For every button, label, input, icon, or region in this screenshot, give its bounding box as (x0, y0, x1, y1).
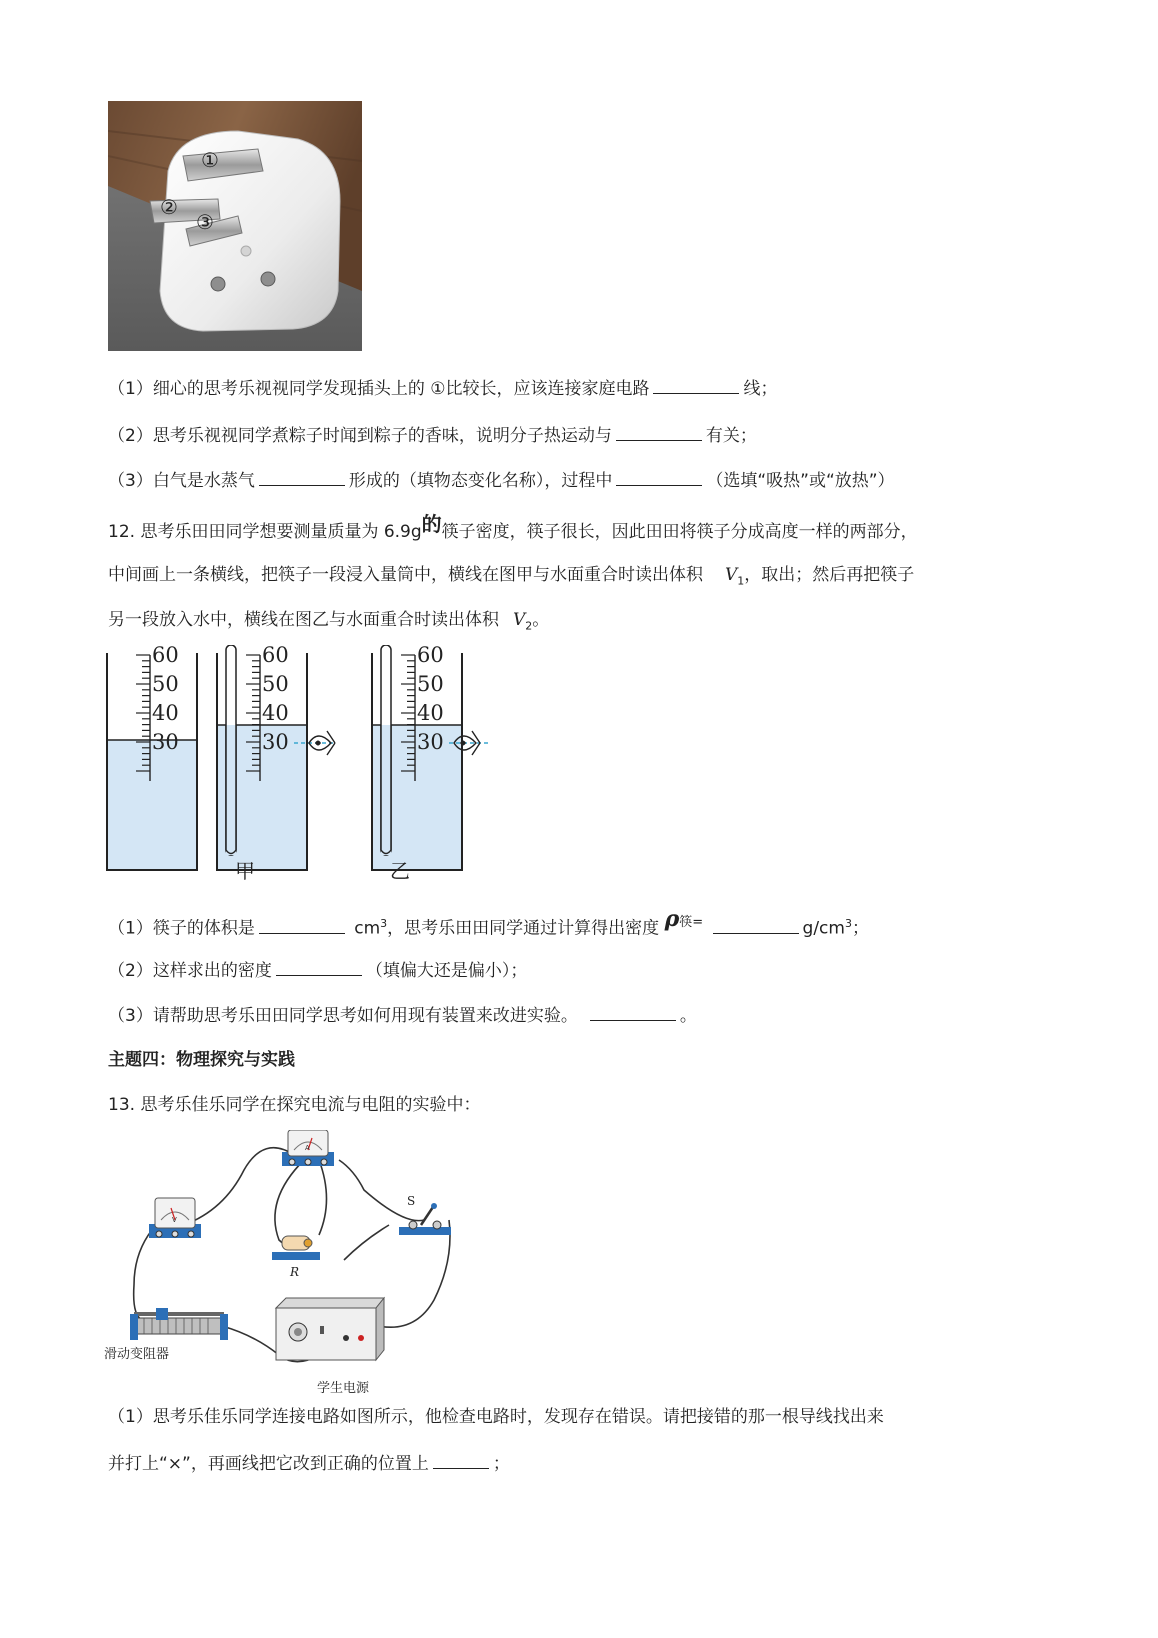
scale-tick-label: 60 (152, 645, 179, 667)
scale-tick-label: 30 (262, 730, 289, 754)
q11-sub2: （2）思考乐视视同学煮粽子时闻到粽子的香味，说明分子热运动与 有关； (108, 422, 757, 448)
answer-blank[interactable] (259, 467, 345, 486)
figure-caption-yi: 乙 (390, 859, 410, 883)
q11-sub3: （3）白气是水蒸气 形成的（填物态变化名称），过程中 （选填“吸热”或“放热”） (108, 467, 895, 493)
answer-blank[interactable] (433, 1450, 489, 1469)
answer-blank[interactable] (653, 375, 739, 394)
answer-blank[interactable] (713, 915, 799, 934)
power-supply-label: 学生电源 (317, 1381, 370, 1396)
q13-stem: 13. 思考乐佳乐同学在探究电流与电阻的实验中： (108, 1095, 481, 1115)
plug-label-3: ③ (196, 210, 214, 234)
cylinders-figure (104, 645, 504, 880)
scale-tick-label: 30 (152, 730, 179, 754)
scale-tick-label: 50 (152, 672, 179, 696)
q13-sub1-line2: 并打上“×”，再画线把它改到正确的位置上 ； (108, 1450, 510, 1476)
q12-sub3: （3）请帮助思考乐田田同学思考如何用现有装置来改进实验。 。 (108, 1002, 697, 1028)
resistor (272, 1236, 320, 1279)
scale-tick-label: 60 (262, 645, 289, 667)
q12-stem-line1: 12. 思考乐田田同学想要测量质量为 6.9g的筷子密度，筷子很长，因此田田将筷子分成高度一样的两部分， (108, 512, 918, 542)
plug-photo (108, 101, 362, 351)
q11-sub1: （1）细心的思考乐视视同学发现插头上的 ①比较长，应该连接家庭电路 线； (108, 375, 777, 401)
rheostat (130, 1308, 228, 1340)
voltmeter-label: V (172, 1216, 177, 1224)
answer-blank[interactable] (616, 467, 702, 486)
q12-sub2: （2）这样求出的密度 （填偏大还是偏小）； (108, 957, 527, 983)
ammeter (282, 1130, 334, 1166)
rheostat-label: 滑动变阻器 (104, 1347, 170, 1362)
scale-tick-label: 40 (417, 701, 444, 725)
scale-tick-label: 50 (262, 672, 289, 696)
section-title: 主题四：物理探究与实践 (108, 1050, 295, 1070)
scale-tick-label: 40 (152, 701, 179, 725)
answer-blank[interactable] (276, 957, 362, 976)
power-supply (276, 1298, 384, 1360)
plug-label-2: ② (160, 195, 178, 219)
switch-label: S (407, 1194, 416, 1208)
switch (399, 1194, 451, 1235)
q12-stem-line3: 另一段放入水中，横线在图乙与水面重合时读出体积 $V_2$。 (108, 610, 550, 633)
scale-tick-label: 60 (417, 645, 444, 667)
figure-caption-jia: 甲 (235, 859, 255, 883)
plug-label-1: ① (201, 148, 219, 172)
voltmeter (149, 1198, 201, 1238)
q12-stem-line2: 中间画上一条横线，把筷子一段浸入量筒中，横线在图甲与水面重合时读出体积 $V_1$，取出；然后再把筷子 (108, 565, 915, 588)
answer-blank[interactable] (259, 915, 345, 934)
scale-tick-label: 50 (417, 672, 444, 696)
scale-tick-label: 40 (262, 701, 289, 725)
q12-sub1: （1）筷子的体积是 $cm^3$，思考乐田田同学通过计算得出密度 ρ筷= $g/cm^3$； (108, 905, 869, 939)
ammeter-label: A (305, 1144, 310, 1152)
q13-sub1-line1: （1）思考乐佳乐同学连接电路如图所示，他检查电路时，发现存在错误。请把接错的那一根导线找出来 (108, 1407, 884, 1427)
scale-tick-label: 30 (417, 730, 444, 754)
circuit-figure (104, 1130, 474, 1400)
resistor-label: R (290, 1265, 300, 1279)
answer-blank[interactable] (616, 422, 702, 441)
answer-blank[interactable] (590, 1002, 676, 1021)
